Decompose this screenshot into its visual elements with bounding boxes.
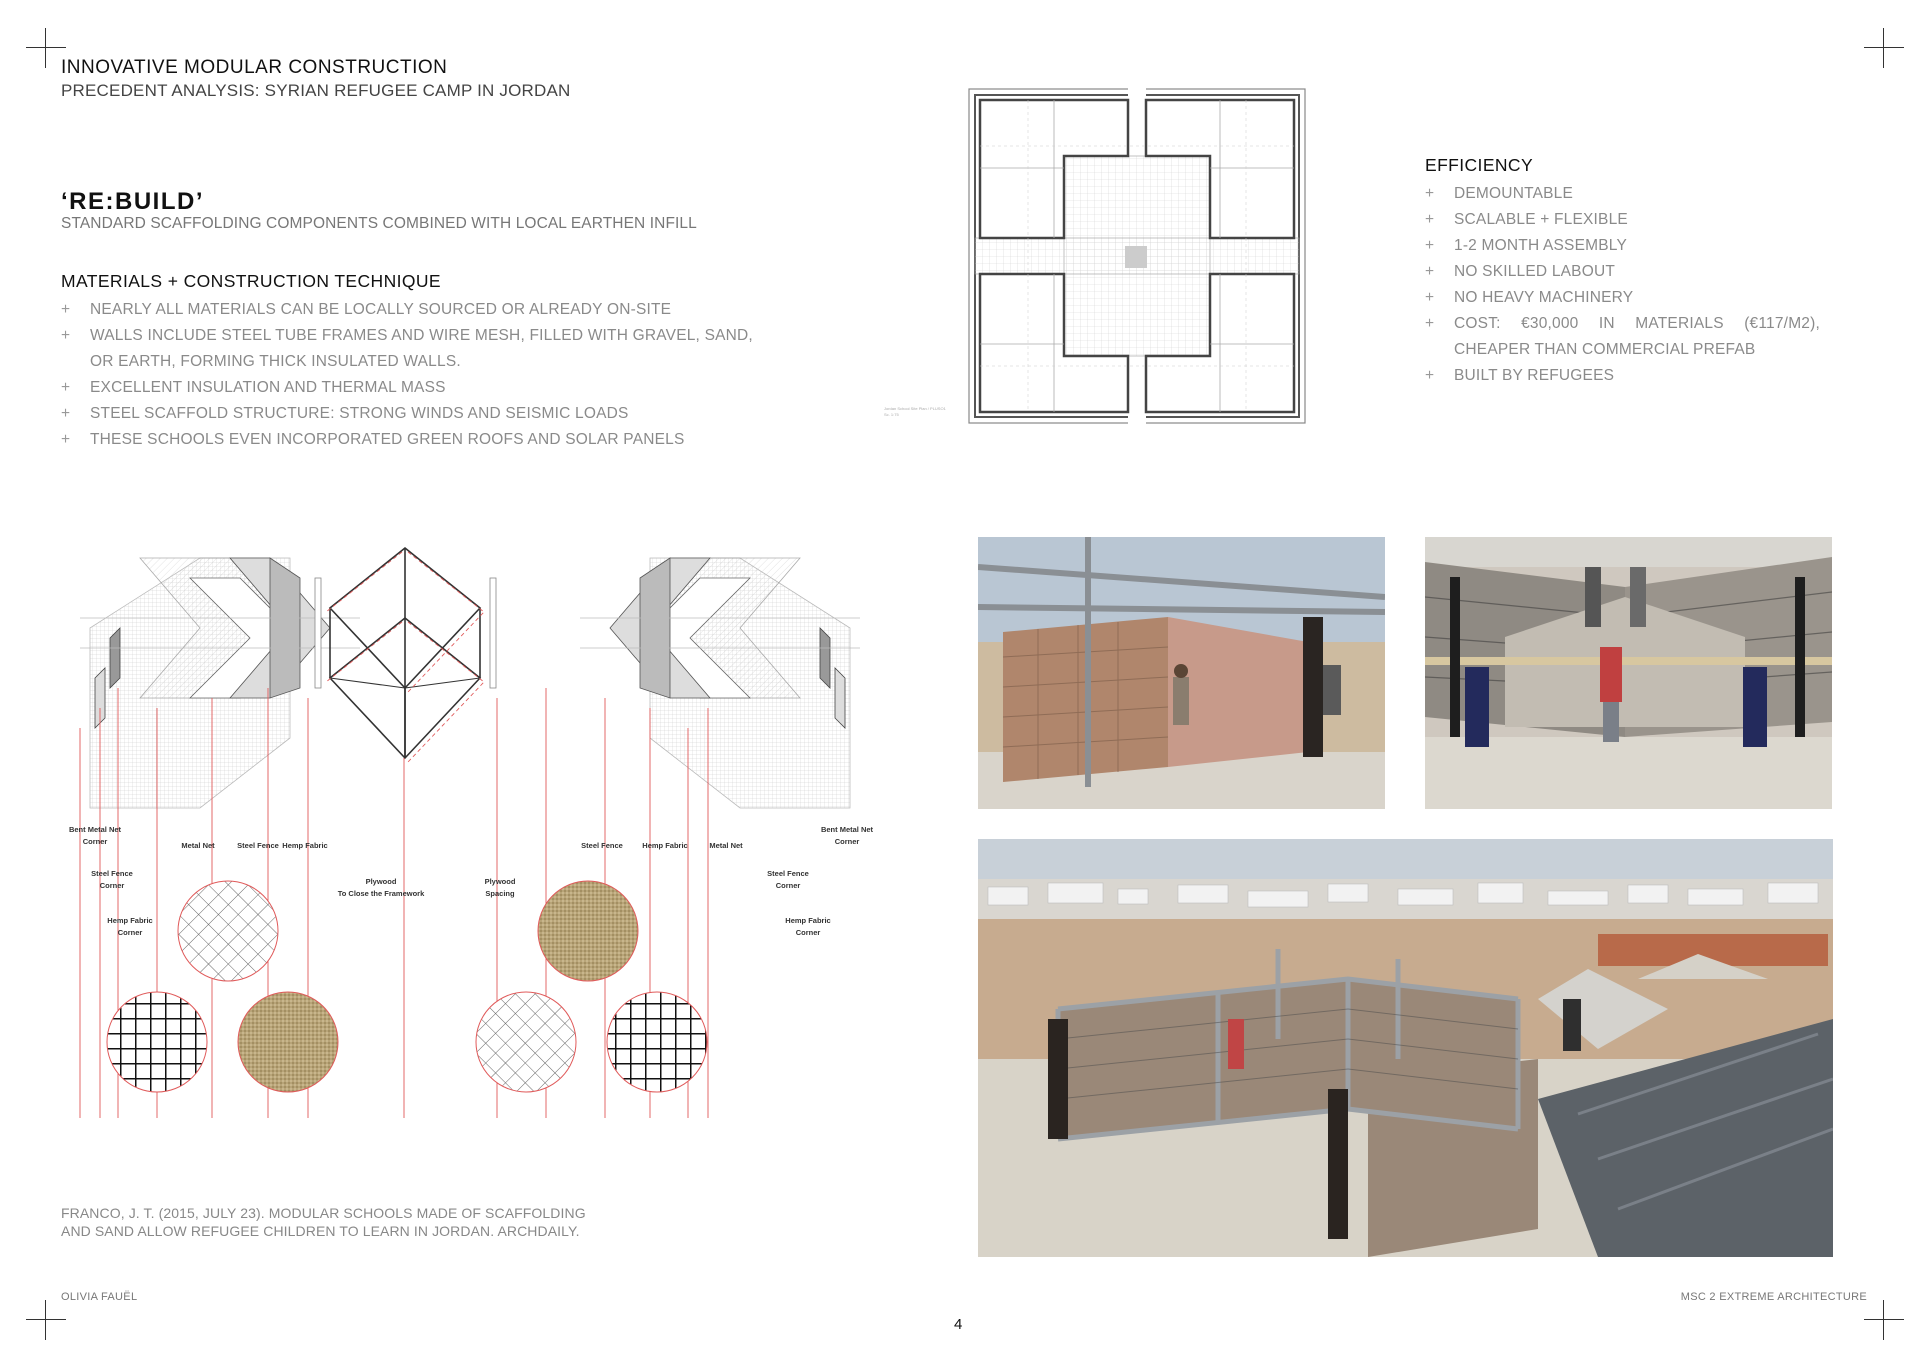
materials-list xyxy=(61,297,781,453)
label-metal-net: Metal Net xyxy=(181,841,215,850)
materials-heading: MATERIALS + CONSTRUCTION TECHNIQUE xyxy=(61,271,442,291)
plan-caption-line: Jordan School Site Plan / PLUSO1 xyxy=(884,406,946,411)
footer-course: MSC 2 EXTREME ARCHITECTURE xyxy=(1680,1291,1867,1303)
crop-mark-top-right xyxy=(1864,28,1904,68)
label-hemp-fabric-right: Hemp Fabric xyxy=(642,841,688,850)
list-item: + NO SKILLED LABOUT xyxy=(1425,259,1820,285)
label-line: Corner xyxy=(117,928,143,937)
list-item: + COST: €30,000 IN MATERIALS (€117/M2), CHEAPER THAN COMMERCIAL PREFAB xyxy=(1425,311,1820,363)
crop-mark-bottom-right xyxy=(1864,1300,1904,1340)
photo-camp-panorama xyxy=(978,839,1833,1257)
list-item: + THESE SCHOOLS EVEN INCORPORATED GREEN ROOFS AND SOLAR PANELS xyxy=(61,427,781,453)
exploded-axonometric-diagram xyxy=(60,538,880,1128)
list-item: + DEMOUNTABLE xyxy=(1425,181,1820,207)
efficiency-list xyxy=(1425,181,1820,389)
label-line: Plywood xyxy=(484,877,516,886)
list-item: + BUILT BY REFUGEES xyxy=(1425,363,1820,389)
label-line: To Close the Framework xyxy=(337,889,425,898)
label-line: Corner xyxy=(795,928,821,937)
label-line: Plywood xyxy=(365,877,397,886)
label-bent-metal-net-corner xyxy=(60,824,130,848)
crop-mark-top-left xyxy=(26,28,66,68)
page-subtitle: PRECEDENT ANALYSIS: SYRIAN REFUGEE CAMP IN JORDAN xyxy=(61,81,571,100)
efficiency-heading: EFFICIENCY xyxy=(1425,155,1534,175)
label-line: Spacing xyxy=(485,889,515,898)
page-number: 4 xyxy=(954,1316,963,1333)
floor-plan-drawing xyxy=(968,88,1306,424)
label-steel-fence: Steel Fence xyxy=(237,841,279,850)
label-line: Steel Fence xyxy=(91,869,133,878)
label-steel-fence-right: Steel Fence xyxy=(581,841,623,850)
list-item: + NO HEAVY MACHINERY xyxy=(1425,285,1820,311)
label-steel-fence-corner xyxy=(82,868,142,892)
footer-author: OLIVIA FAUËL xyxy=(61,1291,138,1303)
plan-caption xyxy=(884,406,946,418)
label-line: Corner xyxy=(834,837,860,846)
label-line: Steel Fence xyxy=(767,869,809,878)
label-plywood-close-framework xyxy=(326,876,436,900)
crop-mark-bottom-left xyxy=(26,1300,66,1340)
label-metal-net-right: Metal Net xyxy=(709,841,743,850)
label-hemp-fabric: Hemp Fabric xyxy=(282,841,328,850)
label-hemp-fabric-corner xyxy=(100,915,160,939)
label-line: Corner xyxy=(99,881,125,890)
reference-line: AND SAND ALLOW REFUGEE CHILDREN TO LEARN IN JORDAN. ARCHDAILY. xyxy=(61,1223,580,1239)
label-line: Corner xyxy=(82,837,108,846)
label-line: Bent Metal Net xyxy=(68,825,122,834)
label-line: Hemp Fabric xyxy=(785,916,831,925)
list-item: + SCALABLE + FLEXIBLE xyxy=(1425,207,1820,233)
reference-line: FRANCO, J. T. (2015, JULY 23). MODULAR SCHOOLS MADE OF SCAFFOLDING xyxy=(61,1205,586,1221)
list-item: + 1-2 MONTH ASSEMBLY xyxy=(1425,233,1820,259)
project-subtitle: STANDARD SCAFFOLDING COMPONENTS COMBINED WITH LOCAL EARTHEN INFILL xyxy=(61,215,697,232)
page-title: INNOVATIVE MODULAR CONSTRUCTION xyxy=(61,57,448,78)
reference-citation xyxy=(61,1204,586,1240)
list-item: + WALLS INCLUDE STEEL TUBE FRAMES AND WIRE MESH, FILLED WITH GRAVEL, SAND, OR EARTH, FORMING THICK INSULATED WALLS. xyxy=(61,323,781,375)
label-plywood-spacing xyxy=(470,876,530,900)
plan-caption-line: Sc. 1:75 xyxy=(884,412,899,417)
list-item: + EXCELLENT INSULATION AND THERMAL MASS xyxy=(61,375,781,401)
label-hemp-fabric-corner-right xyxy=(778,915,838,939)
label-steel-fence-corner-right xyxy=(758,868,818,892)
label-line: Hemp Fabric xyxy=(107,916,153,925)
list-item: + STEEL SCAFFOLD STRUCTURE: STRONG WINDS AND SEISMIC LOADS xyxy=(61,401,781,427)
photo-scaffold-frame xyxy=(978,537,1385,809)
list-item: + NEARLY ALL MATERIALS CAN BE LOCALLY SOURCED OR ALREADY ON-SITE xyxy=(61,297,781,323)
photo-workers-filling-wall xyxy=(1425,537,1832,809)
label-bent-metal-net-corner-right xyxy=(812,824,882,848)
label-line: Bent Metal Net xyxy=(820,825,874,834)
project-title: ‘RE:BUILD’ xyxy=(61,188,204,215)
label-line: Corner xyxy=(775,881,801,890)
